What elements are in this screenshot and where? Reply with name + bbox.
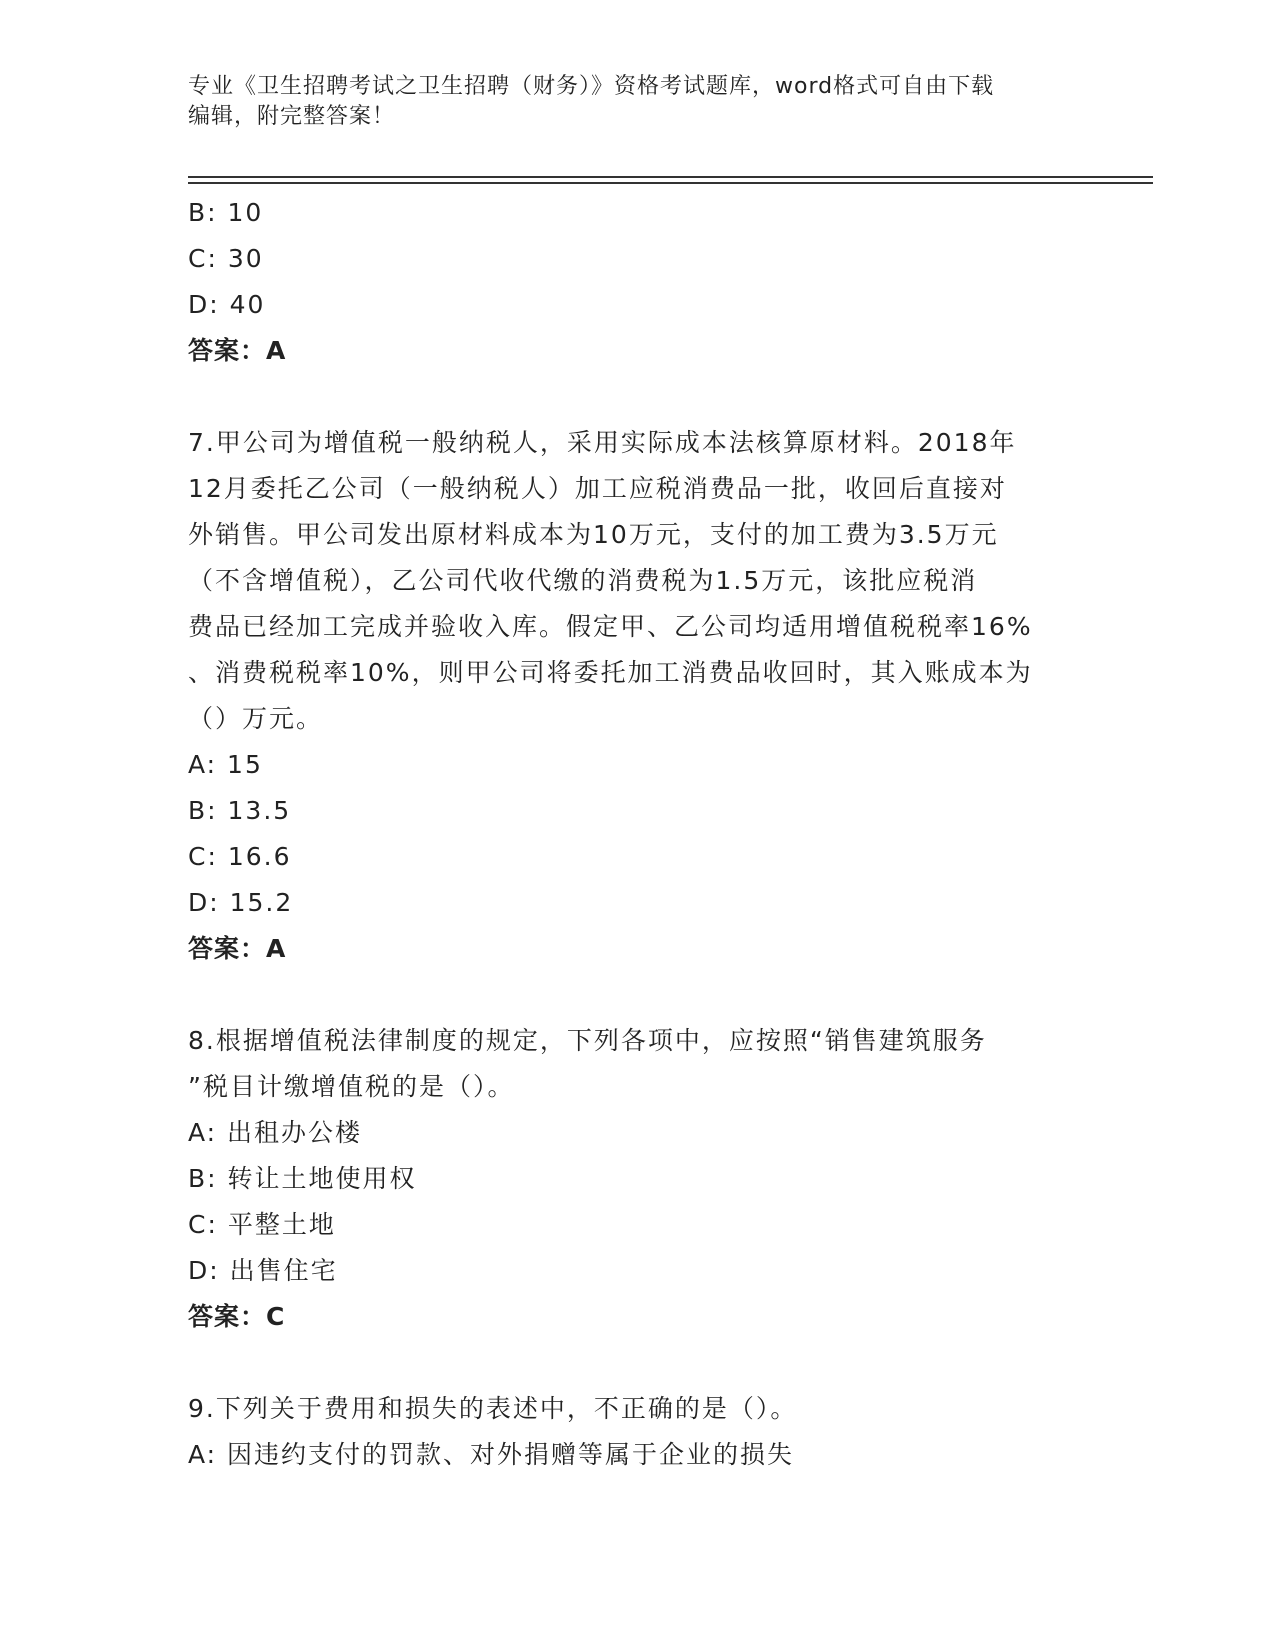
option-b: B: 13.5 — [188, 796, 292, 825]
answer-label: 答案：A — [188, 336, 287, 365]
question-9 — [188, 1386, 1088, 1478]
option-d: D: 40 — [188, 290, 266, 319]
question-stem-line: 12月委托乙公司（一般纳税人）加工应税消费品一批，收回后直接对 — [188, 474, 1007, 503]
option-c: C: 30 — [188, 244, 264, 273]
option-d: D: 出售住宅 — [188, 1256, 338, 1285]
header-rule-top — [188, 176, 1153, 178]
question-stem-line: （）万元。 — [188, 704, 324, 733]
option-d: D: 15.2 — [188, 888, 294, 917]
spacer — [188, 1340, 1088, 1386]
document-header — [188, 72, 1088, 132]
question-content — [188, 190, 1088, 1478]
question-6 — [188, 190, 1088, 374]
option-a: A: 15 — [188, 750, 263, 779]
question-stem-line: 外销售。甲公司发出原材料成本为10万元，支付的加工费为3.5万元 — [188, 520, 999, 549]
spacer — [188, 972, 1088, 1018]
question-stem-line: 7.甲公司为增值税一般纳税人，采用实际成本法核算原材料。2018年 — [188, 428, 1017, 457]
header-rule-bottom — [188, 182, 1153, 184]
header-line-2: 编辑，附完整答案！ — [188, 104, 396, 129]
question-7 — [188, 420, 1088, 972]
question-stem-line: 8.根据增值税法律制度的规定，下列各项中，应按照“销售建筑服务 — [188, 1026, 987, 1055]
option-a: A: 出租办公楼 — [188, 1118, 363, 1147]
option-b: B: 10 — [188, 198, 264, 227]
option-b: B: 转让土地使用权 — [188, 1164, 417, 1193]
header-line-1: 专业《卫生招聘考试之卫生招聘（财务）》资格考试题库，word格式可自由下载 — [188, 74, 995, 99]
option-c: C: 平整土地 — [188, 1210, 336, 1239]
option-c: C: 16.6 — [188, 842, 292, 871]
answer-label: 答案：A — [188, 934, 287, 963]
answer-label: 答案：C — [188, 1302, 286, 1331]
question-stem-line: ”税目计缴增值税的是（）。 — [188, 1072, 515, 1101]
question-stem-line: 费品已经加工完成并验收入库。假定甲、乙公司均适用增值税税率16% — [188, 612, 1033, 641]
question-stem-line: （不含增值税），乙公司代收代缴的消费税为1.5万元，该批应税消 — [188, 566, 978, 595]
option-a: A: 因违约支付的罚款、对外捐赠等属于企业的损失 — [188, 1440, 795, 1469]
question-stem-line: 、消费税税率10%，则甲公司将委托加工消费品收回时，其入账成本为 — [188, 658, 1033, 687]
spacer — [188, 374, 1088, 420]
question-8 — [188, 1018, 1088, 1340]
question-stem-line: 9.下列关于费用和损失的表述中，不正确的是（）。 — [188, 1394, 798, 1423]
